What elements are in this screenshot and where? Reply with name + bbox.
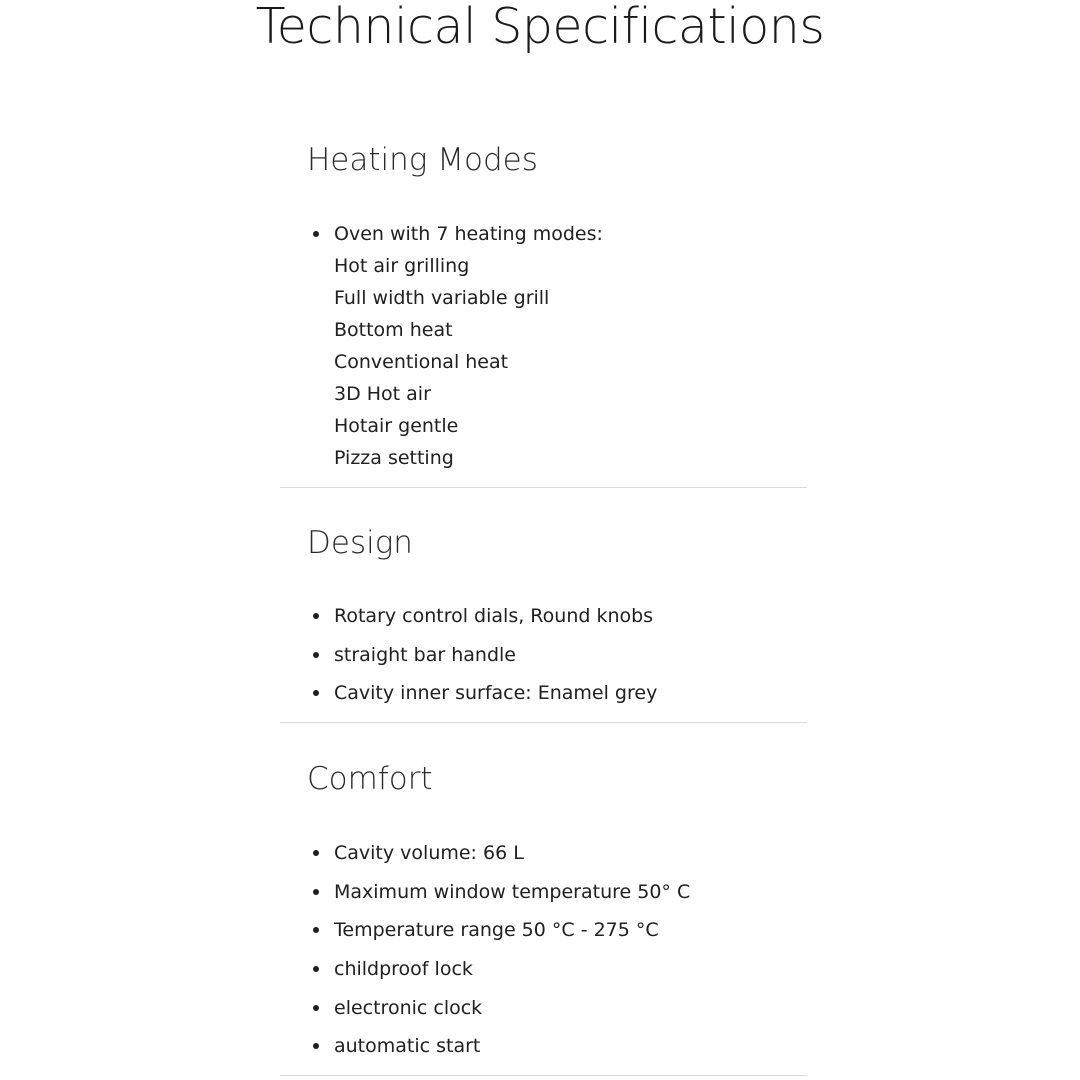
section-heading: Comfort	[307, 761, 433, 797]
list-item: electronic clock	[334, 997, 690, 1019]
section-comfort	[280, 759, 807, 1077]
heating-mode: Conventional heat	[334, 351, 509, 373]
heating-mode: Hotair gentle	[334, 415, 459, 437]
list-item: childproof lock	[334, 958, 690, 980]
list-item: automatic start	[334, 1035, 690, 1057]
section-heading: Design	[307, 525, 413, 561]
list-item-text: Oven with 7 heating modes:	[334, 223, 603, 245]
section-divider	[280, 1075, 807, 1076]
list-item: straight bar handle	[334, 644, 657, 666]
list-item: Rotary control dials, Round knobs	[334, 605, 657, 627]
spec-list	[334, 218, 603, 474]
page-title: Technical Specifications	[255, 0, 825, 55]
heating-mode: Full width variable grill	[334, 287, 550, 309]
list-item: Cavity volume: 66 L	[334, 842, 690, 864]
heating-mode: Pizza setting	[334, 447, 454, 469]
section-heating-modes	[280, 140, 807, 488]
list-item: Temperature range 50 °C - 275 °C	[334, 919, 690, 941]
section-divider	[280, 722, 807, 723]
section-divider	[280, 487, 807, 488]
heating-mode: Bottom heat	[334, 319, 453, 341]
section-design	[280, 523, 807, 723]
spec-list	[334, 842, 690, 1074]
list-item	[334, 218, 603, 474]
section-heading: Heating Modes	[307, 142, 538, 178]
list-item: Cavity inner surface: Enamel grey	[334, 682, 658, 705]
list-item: Maximum window temperature 50° C	[334, 880, 691, 903]
heating-mode: Hot air grilling	[334, 255, 470, 277]
heating-mode: 3D Hot air	[334, 383, 431, 405]
spec-list	[334, 605, 657, 721]
